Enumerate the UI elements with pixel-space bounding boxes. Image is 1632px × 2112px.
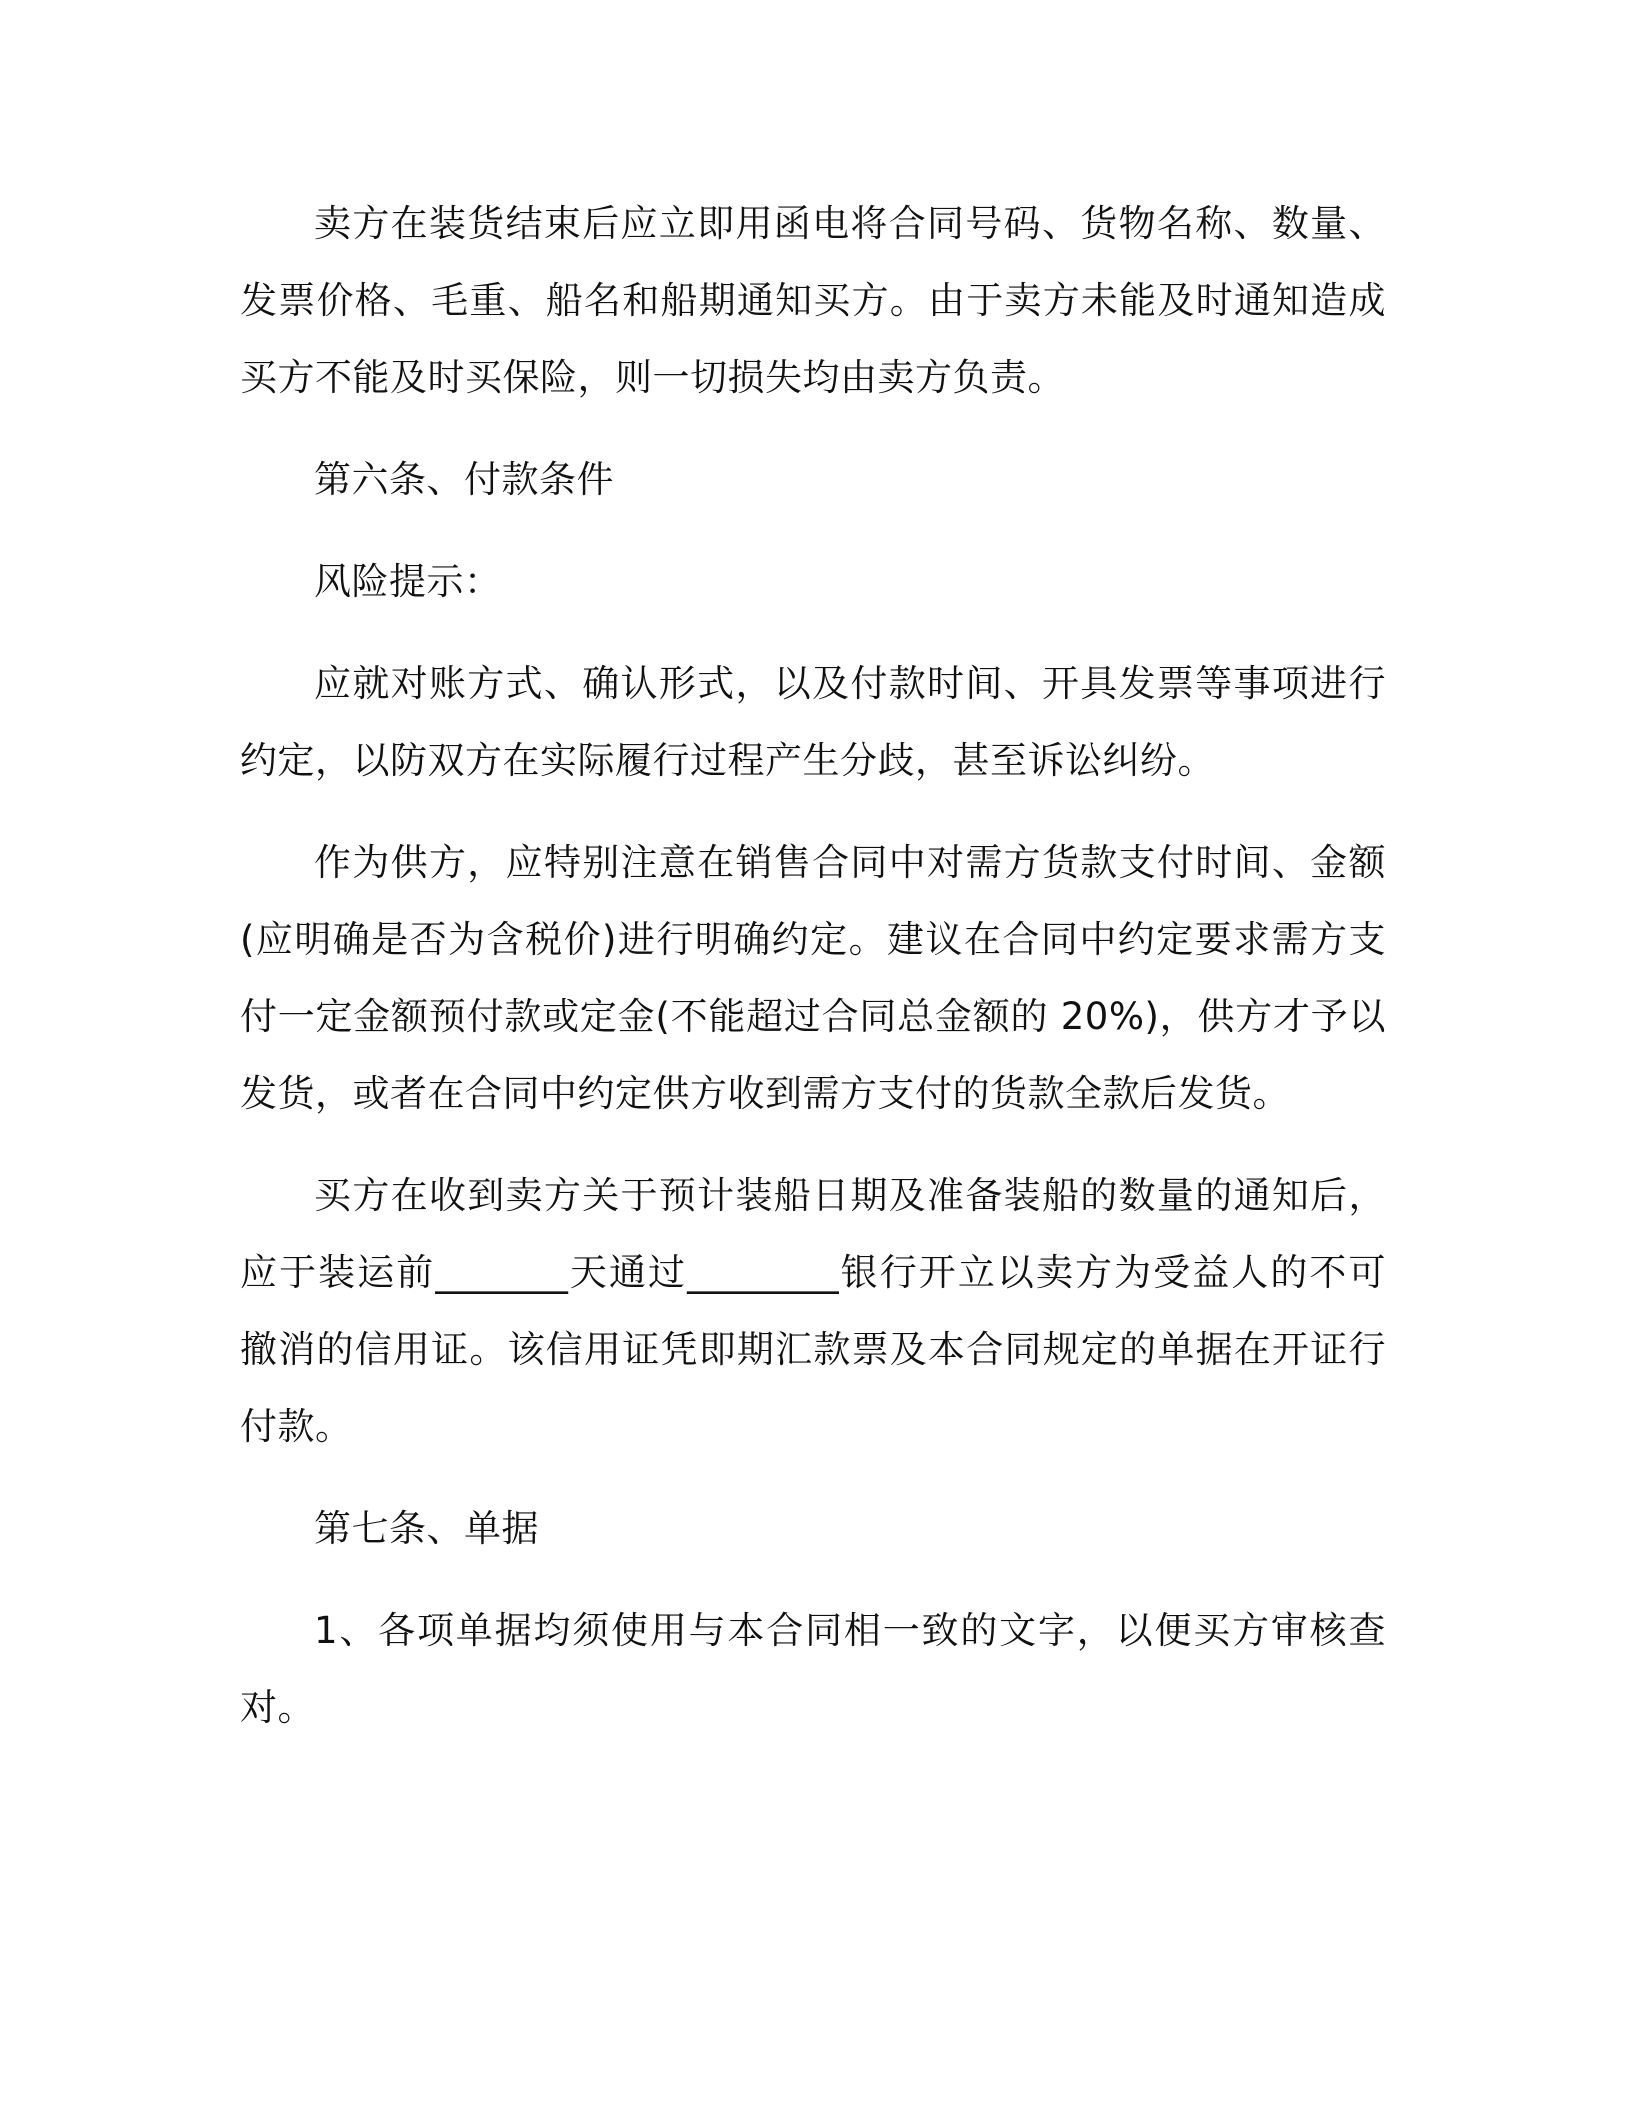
document-body	[240, 185, 1386, 1771]
section-heading-payment-terms: 第六条、付款条件	[314, 458, 614, 501]
paragraph-shipping-notice: 卖方在装货结束后应立即用函电将合同号码、货物名称、数量、发票价格、毛重、船名和船期通知买方。由于卖方未能及时通知造成买方不能及时买保险，则一切损失均由卖方负责。	[240, 202, 1386, 399]
paragraph-supplier-payment: 作为供方，应特别注意在销售合同中对需方货款支付时间、金额(应明确是否为含税价)进行明确约定。建议在合同中约定要求需方支付一定金额预付款或定金(不能超过合同总金额的 20%)，供方才予以发货，或者在合同中约定供方收到需方支付的货款全款后发货。	[240, 841, 1386, 1115]
paragraph-documents-language: 1、各项单据均须使用与本合同相一致的文字，以便买方审核查对。	[240, 1609, 1386, 1729]
paragraph-letter-of-credit: 买方在收到卖方关于预计装船日期及准备装船的数量的通知后，应于装运前_______天通过________银行开立以卖方为受益人的不可撤消的信用证。该信用证凭即期汇款票及本合同规定的单据在开证行付款。	[240, 1174, 1386, 1448]
paragraph-reconciliation: 应就对账方式、确认形式，以及付款时间、开具发票等事项进行约定，以防双方在实际履行过程产生分歧，甚至诉讼纠纷。	[240, 662, 1386, 782]
risk-notice-label: 风险提示：	[314, 560, 502, 603]
section-heading-documents: 第七条、单据	[314, 1507, 539, 1550]
